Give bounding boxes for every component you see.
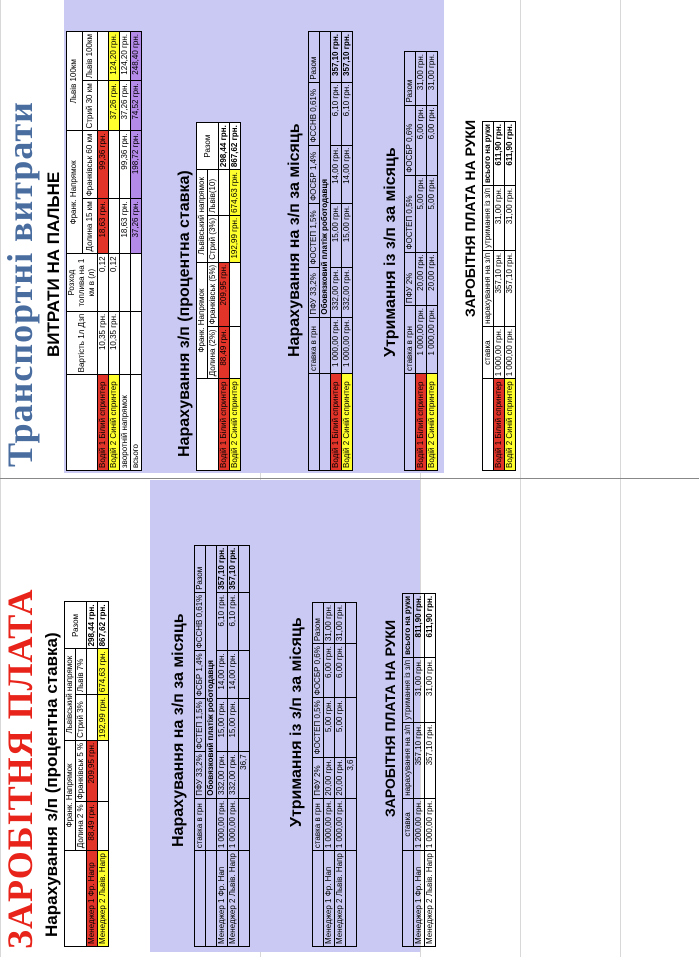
- cell: 37,26 грн.: [131, 199, 142, 254]
- cell: 192,99 грн.: [98, 695, 109, 741]
- cell: 357,10 грн.: [342, 32, 353, 83]
- cell: 99,36 грн.: [98, 131, 109, 199]
- cell: 31,00 грн.: [416, 52, 427, 106]
- table-row: [335, 602, 346, 946]
- uder-fossbr-header: ФОСБР 0,6%: [313, 644, 324, 698]
- cell: 332,00 грн.: [342, 267, 353, 317]
- row-name: Водій 2 Синій спринтер: [427, 374, 438, 471]
- cell: 6,00 грн.: [416, 105, 427, 175]
- table-row: [331, 32, 342, 471]
- month-fossnv-header: ФССНВ 0,61%: [195, 592, 206, 651]
- rnar-stryi-header: Стрий (3%): [208, 215, 219, 262]
- cell: 31,00 грн.: [335, 602, 346, 643]
- right-big-title: Транспортні витрати: [0, 101, 40, 467]
- cell: 31,00 грн.: [414, 657, 425, 722]
- left-uder-title: Утримання із з/п за місяць: [288, 617, 305, 827]
- cell: 31,00 грн.: [324, 602, 335, 643]
- rzp-all-header: всього на руки: [483, 122, 494, 186]
- ruder-rate-header: ставка в грн: [405, 306, 416, 374]
- table-row: [98, 32, 109, 471]
- cell: [98, 740, 109, 802]
- rmonth-fosbr-header: ФОСБР 1,4%: [309, 145, 320, 203]
- ruder-pfu-header: ПФУ 2%: [405, 252, 416, 306]
- cell: 298,44 грн.: [87, 602, 98, 649]
- rzp-utr-header: утримання із з/п: [483, 186, 494, 251]
- row-name: зворотній напрямок: [120, 375, 131, 471]
- cell: [98, 81, 109, 131]
- fuel-cost-header: Вартість 1л Дзп: [67, 311, 98, 375]
- month-pfu-header: ПФУ 33,2%: [195, 752, 206, 798]
- cell: 20,00 грн.: [335, 757, 346, 798]
- table-row: [109, 32, 120, 471]
- fuel-dolyna-header: Долина 15 км: [82, 199, 98, 254]
- cell: 6,10 грн.: [217, 592, 228, 651]
- rnar-lviv-header: Львівський напрямок: [197, 170, 208, 263]
- left-uder-table: [312, 602, 357, 947]
- cell: 357,10 грн.: [505, 250, 516, 326]
- ruder-fossbr-header: ФОСБР 0,6%: [405, 105, 416, 175]
- table-row: [120, 32, 131, 471]
- cell: 1 200,00 грн.: [414, 798, 425, 850]
- row-name: Водій 2 Синій спринтер: [505, 379, 516, 471]
- rmonth-pfu-header: ПФУ 33,2%: [309, 267, 320, 317]
- cell: 248,40 грн.: [131, 32, 142, 81]
- cell: 1 000,00 грн.: [331, 317, 342, 373]
- right-month-title: Нарахування на з/п за місяць: [286, 123, 303, 357]
- zp-nar-header: нарахування на з/п: [403, 722, 414, 798]
- month-fostep-header: ФСТЕП 1,5%: [195, 699, 206, 752]
- row-name: Менеджер 1 Фр. Нап: [414, 851, 425, 947]
- zp-utr-header: утримання із з/п: [403, 657, 414, 722]
- fuel-lviv100-header: Львів 100км: [82, 32, 98, 81]
- row-name: Менеджер 2 Львів. Напр: [335, 851, 346, 947]
- fuel-frank-header: Франк. Напрямок: [67, 131, 83, 254]
- cell: 357,10 грн.: [217, 545, 228, 592]
- left-big-title: ЗАРОБІТНЯ ПЛАТА: [0, 588, 40, 949]
- right-fuel-table: [66, 31, 142, 471]
- cell: 31,00 грн.: [425, 657, 436, 722]
- table-row: [230, 123, 241, 471]
- cell: 14,00 грн.: [217, 651, 228, 699]
- row-name: Водій 1 Білий спринтер: [494, 379, 505, 471]
- row-name: Водій 2 Синій спринтер: [342, 374, 353, 471]
- cell: 15,00 грн.: [342, 203, 353, 267]
- cell: 99,36 грн.: [120, 131, 131, 199]
- uder-extra-value: 3,6: [346, 757, 357, 798]
- fuel-frankiv-header: Франківськ 60 км: [82, 131, 98, 199]
- cell: 88,49 грн.: [87, 802, 98, 851]
- uder-total-header: Разом: [313, 602, 324, 643]
- cell: 1 000,00 грн.: [342, 317, 353, 373]
- cell: 867,62 грн.: [98, 602, 109, 649]
- cell: 357,10 грн.: [425, 722, 436, 798]
- table-row: [427, 52, 438, 471]
- cell: 1 000,00 грн.: [217, 798, 228, 850]
- cell: 332,00 грн.: [228, 752, 239, 798]
- cell: [98, 32, 109, 81]
- rnar-lviv10-header: Львів(10): [208, 170, 219, 216]
- right-zp-title: ЗАРОБІТНЯ ПЛАТА НА РУКИ: [462, 119, 478, 317]
- ruder-total-header: Разом: [405, 52, 416, 106]
- row-name: Менеджер 2 Львів. Напр: [98, 851, 109, 947]
- cell: 20,00 грн.: [324, 757, 335, 798]
- left-month-title: Нарахування на з/п за місяць: [170, 613, 187, 847]
- uder-fostep-header: ФОСТЕП 0,5%: [313, 698, 324, 757]
- rnar-frank-header: Франк. Напрямок: [197, 262, 208, 379]
- right-zp-table: [482, 121, 516, 471]
- zp-all-header: всього на руки: [403, 593, 414, 657]
- cell: 332,00 грн.: [217, 752, 228, 798]
- rmonth-fossnv-header: ФССНВ 0,61%: [309, 82, 320, 145]
- nar-frankiv-header: Франківськ 5 %: [76, 740, 87, 802]
- cell: 5,00 грн.: [416, 175, 427, 252]
- fuel-stryi-header: Стрий 30 км: [82, 81, 98, 131]
- cell: 88,49 грн.: [219, 327, 230, 379]
- cell: 1 000,00 грн.: [416, 306, 427, 374]
- fuel-consumption-header: Розход топлива на 1 км в (л): [67, 254, 98, 311]
- rnar-dolyna-header: Долина (2%): [208, 327, 219, 379]
- nar-dolyna-header: Долина 2 %: [76, 802, 87, 851]
- cell: [109, 199, 120, 254]
- table-row: [131, 32, 142, 471]
- rzp-nar-header: нарахування на з/п: [483, 250, 494, 326]
- table-row: [505, 122, 516, 471]
- cell: 0,12: [98, 254, 109, 311]
- cell: 298,44 грн.: [219, 123, 230, 170]
- row-name: Менеджер 1 Фр. Напр: [87, 851, 98, 947]
- month-extra-value: 36,7: [239, 752, 250, 798]
- cell: [98, 802, 109, 851]
- right-uder-title: Утримання із з/п за місяць: [382, 147, 399, 357]
- table-row: [217, 545, 228, 946]
- nar-lviv7-header: Львів 7%: [76, 649, 87, 695]
- rmonth-mandatory-header: Обовязковий платіж роботодавця: [320, 32, 331, 318]
- cell: 1 000,00 грн.: [324, 798, 335, 850]
- rmonth-fostep-header: ФОСТЕП 1,5%: [309, 203, 320, 267]
- right-nar-table: [196, 122, 241, 471]
- cell: 198,72 грн.: [131, 131, 142, 199]
- cell: 357,10 грн.: [331, 32, 342, 83]
- cell: 14,00 грн.: [228, 651, 239, 699]
- cell: [87, 695, 98, 741]
- cell: 674,63 грн.: [230, 170, 241, 216]
- cell: 14,00 грн.: [331, 145, 342, 203]
- table-row: [228, 545, 239, 946]
- cell: 1 000,00 грн.: [335, 798, 346, 850]
- cell: 31,00 грн.: [427, 52, 438, 106]
- fuel-lviv-header: Львів 100км: [67, 32, 83, 131]
- uder-rate-header: ставка в грн: [313, 798, 324, 850]
- cell: 5,00 грн.: [335, 698, 346, 757]
- nar-frank-header: Франк. Напрямок: [65, 740, 76, 850]
- rnar-frankiv-header: Франківськ (5%): [208, 262, 219, 327]
- cell: 37,26 грн.: [109, 81, 120, 131]
- cell: 209,95 грн.: [219, 262, 230, 327]
- cell: 15,00 грн.: [331, 203, 342, 267]
- cell: 192,99 грн.: [230, 215, 241, 262]
- cell: 1 000,00 грн.: [425, 798, 436, 850]
- cell: 124,20 грн.: [109, 32, 120, 81]
- lavender-area: [150, 480, 420, 952]
- left-zp-title: ЗАРОБІТНЯ ПЛАТА НА РУКИ: [382, 619, 398, 817]
- cell: 357,10 грн.: [494, 250, 505, 326]
- row-name: Менеджер 1 Фр. Нап: [217, 851, 228, 947]
- table-row: [494, 122, 505, 471]
- right-nar-title: Нарахування з/п (процентна ставка): [176, 170, 193, 457]
- row-name: Водій 2 Синій спринтер: [230, 379, 241, 471]
- cell: 31,00 грн.: [505, 186, 516, 251]
- nar-lviv-header: Львівський напрямок: [65, 649, 76, 740]
- cell: 611,90 грн.: [494, 122, 505, 186]
- row-name: Водій 1 Білий спринтер: [98, 375, 109, 471]
- cell: 15,00 грн.: [228, 699, 239, 752]
- cell: 15,00 грн.: [217, 699, 228, 752]
- table-row: [219, 123, 230, 471]
- row-name: Менеджер 2 Львів. Напр: [425, 851, 436, 947]
- rnar-total-header: Разом: [197, 123, 219, 170]
- cell: 1 000,00 грн.: [494, 326, 505, 378]
- cell: 6,00 грн.: [335, 644, 346, 698]
- right-fuel-title: ВИТРАТИ НА ПАЛЬНЕ: [44, 171, 63, 357]
- table-row: [416, 52, 427, 471]
- rzp-rate-header: ставка: [483, 326, 494, 378]
- cell: 867,62 грн.: [230, 123, 241, 170]
- cell: 6,10 грн.: [228, 592, 239, 651]
- rmonth-total-header: Разом: [309, 32, 320, 83]
- rmonth-rate-header: ставка в грн: [309, 317, 320, 373]
- cell: 10,35 грн.: [109, 311, 120, 375]
- left-nar-title: Нарахування з/п (процентна ставка): [42, 632, 61, 937]
- cell: 124,20 грн.: [120, 32, 131, 81]
- cell: 1 000,00 грн.: [228, 798, 239, 850]
- cell: 1 000,00 грн.: [427, 306, 438, 374]
- cell: 0,12: [109, 254, 120, 311]
- nar-stryi-header: Стрий 3%: [76, 695, 87, 741]
- cell: 18,63 грн.: [98, 199, 109, 254]
- row-name: Водій 1 Білий спринтер: [331, 374, 342, 471]
- month-fosbr-header: ФСБР 1,4%: [195, 651, 206, 699]
- zp-rate-header: ставка: [403, 798, 414, 850]
- cell: 357,10 грн.: [228, 545, 239, 592]
- row-name: всього: [131, 375, 142, 471]
- month-mandatory-header: Обовязковий платіж роботодавця: [206, 545, 217, 798]
- row-name: Водій 1 Білий спринтер: [219, 379, 230, 471]
- cell: 6,10 грн.: [342, 82, 353, 145]
- uder-pfu-header: ПФУ 2%: [313, 757, 324, 798]
- cell: 611,90 грн.: [505, 122, 516, 186]
- cell: 332,00 грн.: [331, 267, 342, 317]
- ruder-fostep-header: ФОСТЕП 0,5%: [405, 175, 416, 252]
- nar-total-header: Разом: [65, 602, 87, 649]
- month-total-header: Разом: [195, 545, 206, 592]
- left-nar-table: [64, 601, 109, 947]
- cell: 37,26 грн.: [120, 81, 131, 131]
- right-month-table: [308, 31, 353, 471]
- cell: 20,00 грн.: [416, 252, 427, 306]
- table-row: [342, 32, 353, 471]
- cell: 674,63 грн.: [98, 649, 109, 695]
- cell: 6,10 грн.: [331, 82, 342, 145]
- cell: [109, 131, 120, 199]
- cell: [87, 649, 98, 695]
- right-uder-table: [404, 51, 438, 471]
- table-row: [324, 602, 335, 946]
- month-rate-header: ставка в грн: [195, 798, 206, 850]
- left-zp-table: [402, 593, 436, 947]
- cell: 14,00 грн.: [342, 145, 353, 203]
- table-row: [98, 602, 109, 947]
- cell: 20,00 грн.: [427, 252, 438, 306]
- cell: 811,90 грн.: [414, 593, 425, 657]
- cell: 5,00 грн.: [427, 175, 438, 252]
- left-month-table: [194, 545, 250, 947]
- cell: 209,95 грн.: [87, 740, 98, 802]
- cell: 611,90 грн.: [425, 593, 436, 657]
- cell: 18,63 грн.: [120, 199, 131, 254]
- cell: 6,00 грн.: [324, 644, 335, 698]
- cell: 6,00 грн.: [427, 105, 438, 175]
- row-name: Водій 1 Білий спринтер: [416, 374, 427, 471]
- cell: 74,52 грн.: [131, 81, 142, 131]
- table-row: [87, 602, 98, 947]
- cell: 5,00 грн.: [324, 698, 335, 757]
- table-row: [414, 593, 425, 946]
- row-name: Менеджер 1 Фр. Нап: [324, 851, 335, 947]
- row-name: Менеджер 2 Львів. Напр: [228, 851, 239, 947]
- row-name: Водій 2 Синій спринтер: [109, 375, 120, 471]
- cell: 31,00 грн.: [494, 186, 505, 251]
- cell: 10,35 грн.: [98, 311, 109, 375]
- table-row: [425, 593, 436, 946]
- cell: 1 000,00 грн.: [505, 326, 516, 378]
- cell: 357,10 грн.: [414, 722, 425, 798]
